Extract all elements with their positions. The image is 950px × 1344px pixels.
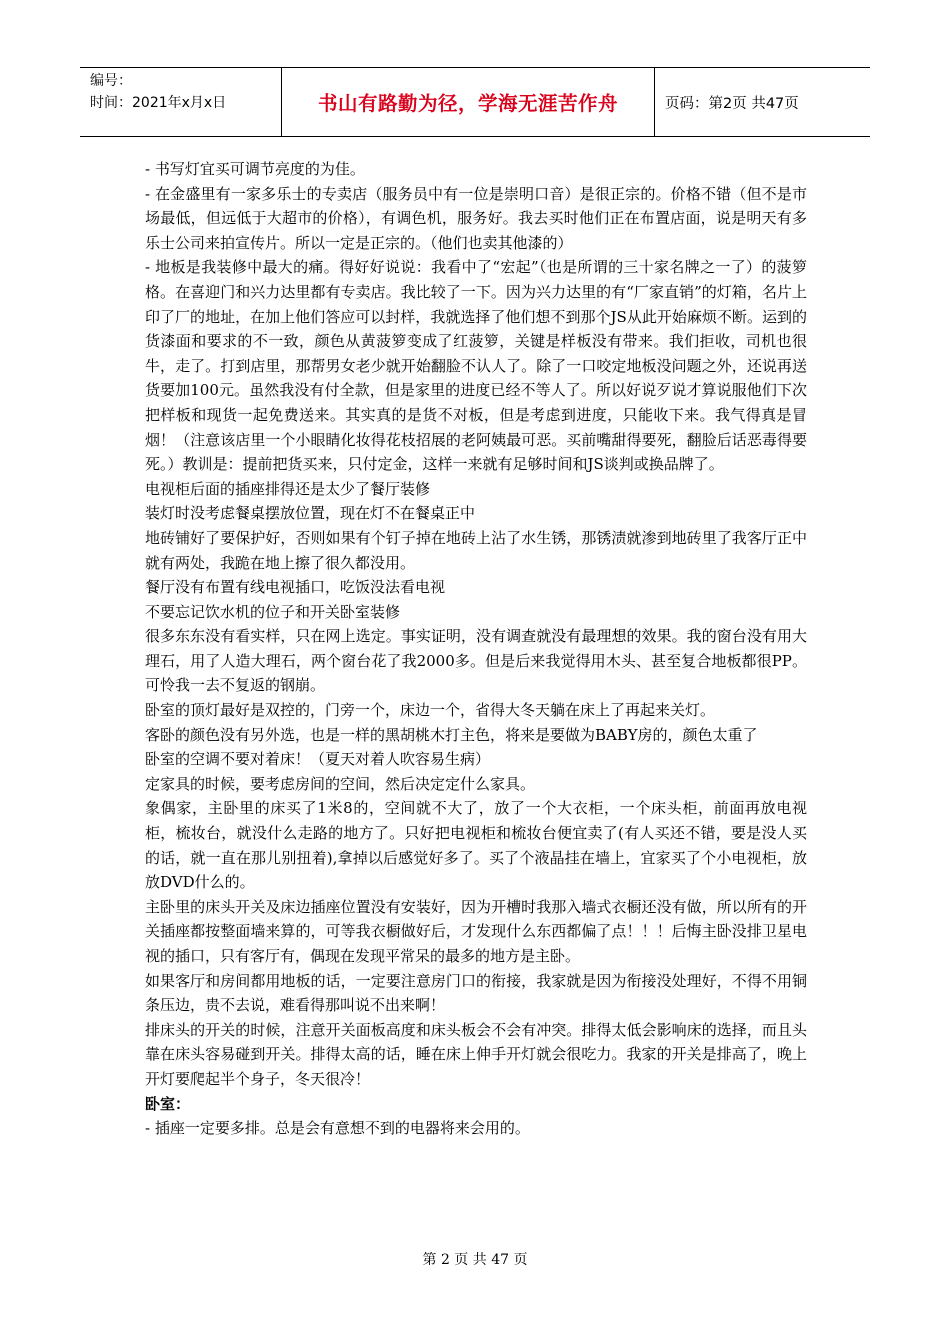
paragraph: 客卧的颜色没有另外选，也是一样的黑胡桃木打主色，将来是要做为BABY房的，颜色太重了 bbox=[145, 725, 758, 744]
page-header bbox=[80, 67, 870, 137]
paragraph: 如果客厅和房间都用地板的话，一定要注意房门口的衔接，我家就是因为衔接没处理好，不得不用铜条压边，贵不去说，难看得那叫说不出来啊！ bbox=[145, 971, 807, 1015]
paragraph: 装灯时没考虑餐桌摆放位置，现在灯不在餐桌正中 bbox=[145, 504, 476, 523]
paragraph: 地砖铺好了要保护好，否则如果有个钉子掉在地砖上沾了水生锈，那锈渍就渗到地砖里了我客厅正中就有两处，我跪在地上擦了很久都没用。 bbox=[145, 528, 807, 572]
paragraph: 很多东东没有看实样，只在网上选定。事实证明，没有调查就没有最理想的效果。我的窗台没有用大理石，用了人造大理石，两个窗台花了我2000多。但是后来我觉得用木头、甚至复合地板都很PP。可怜我一去不复返的钢崩。 bbox=[145, 627, 807, 695]
paragraph: - 地板是我装修中最大的痛。得好好说说：我看中了“宏起”（也是所谓的三十家名牌之一了）的菠箩格。在喜迎门和兴力达里都有专卖店。我比较了一下。因为兴力达里的有“厂家直销”的灯箱，名片上印了厂的地址，在加上他们答应可以封样，我就选择了他们想不到那个JS从此开始麻烦不断。运到的货漆面和要求的不一致，颜色从黄菠箩变成了红菠箩，关键是样板没有带来。我们拒收，司机也很牛，走了。打到店里，那帮男女老少就开始翻脸不认人了。除了一口咬定地板没问题之外，还说再送货要加100元。虽然我没有付全款，但是家里的进度已经不等人了。所以好说歹说才算说服他们下次把样板和现货一起免费送来。其实真的是货不对板，但是考虑到进度，只能收下来。我气得真是冒烟！（注意该店里一个小眼睛化妆得花枝招展的老阿姨最可恶。买前嘴甜得要死，翻脸后话恶毒得要死。）教训是：提前把货买来，只付定金，这样一来就有足够时间和JS谈判或换品牌了。 bbox=[145, 258, 807, 474]
paragraph: 卧室的空调不要对着床！（夏天对着人吹容易生病） bbox=[145, 750, 491, 769]
code-label: 编号： bbox=[90, 73, 132, 89]
page-footer: 第 2 页 共 47 页 bbox=[422, 1252, 528, 1268]
paragraph: 定家具的时候，要考虑房间的空间，然后决定定什么家具。 bbox=[145, 774, 536, 793]
document-body bbox=[145, 157, 807, 1141]
motto-text: 书山有路勤为径，学海无涯苦作舟 bbox=[317, 92, 618, 115]
paragraph: 象偶家，主卧里的床买了1米8的，空间就不大了，放了一个大衣柜，一个床头柜，前面再放电视柜，梳妆台，就没什么走路的地方了。只好把电视柜和梳妆台便宜卖了(有人买还不错，要是没人买的话，就一直在那儿别扭着),拿掉以后感觉好多了。买了个液晶挂在墙上，宜家买了个小电视柜，放放DVD什么的。 bbox=[145, 799, 807, 892]
paragraph: 卧室的顶灯最好是双控的，门旁一个，床边一个，省得大冬天躺在床上了再起来关灯。 bbox=[145, 701, 716, 720]
section-heading: 卧室： bbox=[145, 1094, 191, 1113]
time-line: 时间：2021年x月x日 bbox=[90, 95, 227, 111]
paragraph: 不要忘记饮水机的位子和开关卧室装修 bbox=[145, 602, 401, 621]
header-motto-cell bbox=[282, 68, 655, 136]
paragraph: - 在金盛里有一家多乐士的专卖店（服务员中有一位是崇明口音）是很正宗的。价格不错（但不是市场最低，但远低于大超市的价格），有调色机，服务好。我去买时他们正在布置店面，说是明天有多乐士公司来拍宣传片。所以一定是正宗的。（他们也卖其他漆的） bbox=[145, 184, 807, 252]
paragraph: - 书写灯宜买可调节亮度的为佳。 bbox=[145, 160, 365, 178]
paragraph: 餐厅没有布置有线电视插口，吃饭没法看电视 bbox=[145, 578, 446, 597]
paragraph: 主卧里的床头开关及床边插座位置没有安装好，因为开槽时我那入墙式衣橱还没有做，所以所有的开关插座都按整面墙来算的，可等我衣橱做好后，才发现什么东西都偏了点！！！后悔主卧没排卫星电视的插口，只有客厅有，偶现在发现平常呆的最多的地方是主卧。 bbox=[145, 897, 807, 965]
header-meta bbox=[80, 68, 282, 136]
page-info-text: 页码：第2页 共47页 bbox=[665, 95, 799, 112]
paragraph: 电视柜后面的插座排得还是太少了餐厅装修 bbox=[145, 479, 431, 498]
paragraph: 排床头的开关的时候，注意开关面板高度和床头板会不会有冲突。排得太低会影响床的选择，而且头靠在床头容易碰到开关。排得太高的话，睡在床上伸手开灯就会很吃力。我家的开关是排高了，晚上开灯要爬起半个身子，冬天很冷！ bbox=[145, 1020, 807, 1088]
paragraph: - 插座一定要多排。总是会有意想不到的电器将来会用的。 bbox=[145, 1119, 530, 1138]
header-page-info bbox=[655, 68, 870, 136]
